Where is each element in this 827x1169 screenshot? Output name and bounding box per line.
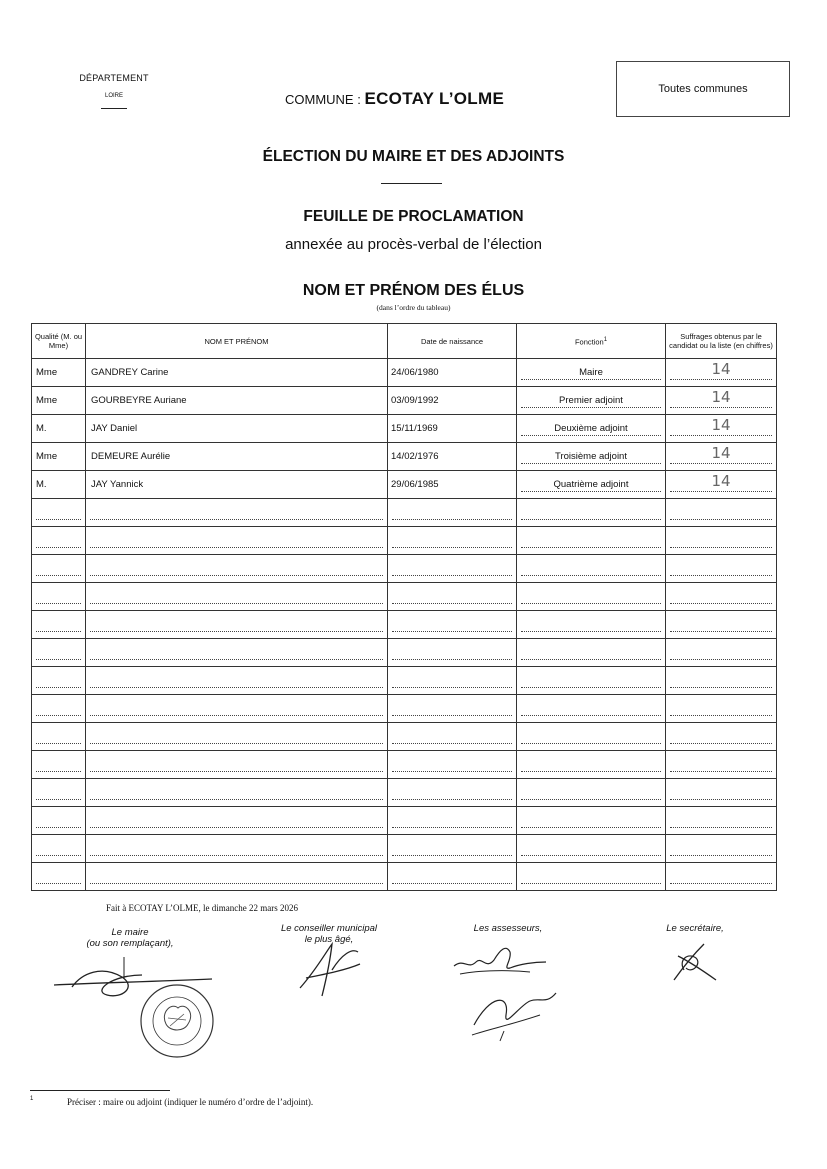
dotted-line xyxy=(670,799,772,800)
cell-nom-value: GANDREY Carine xyxy=(91,367,169,378)
dotted-line xyxy=(670,827,772,828)
cell-qualite xyxy=(32,863,86,891)
table-row xyxy=(32,611,777,639)
cell-date xyxy=(388,667,517,695)
dotted-line xyxy=(521,463,661,464)
dotted-line xyxy=(36,827,81,828)
cell-qualite xyxy=(32,807,86,835)
cell-fonction xyxy=(517,415,666,443)
cell-nom xyxy=(86,863,388,891)
dotted-line xyxy=(90,603,383,604)
cell-suffrages-value: 14 xyxy=(711,415,731,434)
dotted-line xyxy=(90,575,383,576)
dotted-line xyxy=(670,659,772,660)
main-title: ÉLECTION DU MAIRE ET DES ADJOINTS xyxy=(262,148,565,165)
cell-fonction-value: Premier adjoint xyxy=(559,395,623,406)
table-row xyxy=(32,443,777,471)
dotted-line xyxy=(392,743,512,744)
title-divider xyxy=(381,183,442,184)
cell-suffrages xyxy=(666,779,777,807)
cell-suffrages xyxy=(666,667,777,695)
cell-nom xyxy=(86,807,388,835)
cell-suffrages xyxy=(666,471,777,499)
header-fonction-label: Fonction xyxy=(574,337,604,347)
dotted-line xyxy=(392,715,512,716)
dotted-line xyxy=(392,631,512,632)
cell-fonction xyxy=(517,807,666,835)
dotted-line xyxy=(670,687,772,688)
dotted-line xyxy=(521,547,661,548)
dotted-line xyxy=(670,743,772,744)
assesseur-signature-2 xyxy=(470,985,560,1045)
cell-qualite xyxy=(32,499,86,527)
cell-qualite xyxy=(32,443,86,471)
cell-fonction xyxy=(517,555,666,583)
cell-nom xyxy=(86,751,388,779)
cell-nom xyxy=(86,667,388,695)
cell-fonction xyxy=(517,583,666,611)
cell-qualite xyxy=(32,835,86,863)
cell-qualite xyxy=(32,471,86,499)
cell-fonction-value: Maire xyxy=(579,367,603,378)
sheet-title: FEUILLE DE PROCLAMATION xyxy=(303,208,524,225)
dotted-line xyxy=(670,519,772,520)
dotted-line xyxy=(670,435,772,436)
cell-suffrages xyxy=(666,499,777,527)
cell-fonction xyxy=(517,359,666,387)
cell-date xyxy=(388,471,517,499)
assesseur-signature-1 xyxy=(450,940,550,980)
table-row xyxy=(32,751,777,779)
cell-suffrages xyxy=(666,359,777,387)
cell-date xyxy=(388,835,517,863)
cell-date xyxy=(388,555,517,583)
cell-nom-value: GOURBEYRE Auriane xyxy=(91,395,187,406)
table-row xyxy=(32,695,777,723)
dotted-line xyxy=(392,883,512,884)
communes-box xyxy=(616,61,790,117)
cell-fonction xyxy=(517,863,666,891)
table-row xyxy=(32,835,777,863)
dotted-line xyxy=(670,547,772,548)
dotted-line xyxy=(521,883,661,884)
cell-qualite-value: M. xyxy=(36,423,47,434)
dotted-line xyxy=(670,883,772,884)
cell-date xyxy=(388,751,517,779)
dotted-line xyxy=(392,771,512,772)
dotted-line xyxy=(90,659,383,660)
cell-date-value: 24/06/1980 xyxy=(391,367,439,378)
cell-fonction-value: Quatrième adjoint xyxy=(553,479,629,490)
dotted-line xyxy=(36,631,81,632)
dotted-line xyxy=(90,799,383,800)
cell-suffrages xyxy=(666,723,777,751)
header-date: Date de naissance xyxy=(388,324,517,359)
dotted-line xyxy=(670,603,772,604)
annex-subtitle: annexée au procès-verbal de l’élection xyxy=(285,236,542,253)
dotted-line xyxy=(521,715,661,716)
table-row xyxy=(32,639,777,667)
table-row xyxy=(32,555,777,583)
cell-nom xyxy=(86,499,388,527)
dotted-line xyxy=(670,379,772,380)
cell-fonction xyxy=(517,835,666,863)
dotted-line xyxy=(36,743,81,744)
cell-nom xyxy=(86,583,388,611)
cell-date xyxy=(388,611,517,639)
signature-label-assesseurs: Les assesseurs, xyxy=(473,923,543,934)
dotted-line xyxy=(392,547,512,548)
cell-nom xyxy=(86,471,388,499)
table-row xyxy=(32,667,777,695)
cell-date xyxy=(388,499,517,527)
cell-qualite xyxy=(32,779,86,807)
dotted-line xyxy=(670,575,772,576)
dotted-line xyxy=(521,379,661,380)
dotted-line xyxy=(521,603,661,604)
dotted-line xyxy=(36,771,81,772)
cell-suffrages xyxy=(666,751,777,779)
cell-qualite xyxy=(32,555,86,583)
dotted-line xyxy=(392,659,512,660)
dotted-line xyxy=(90,715,383,716)
table-row xyxy=(32,527,777,555)
cell-date xyxy=(388,359,517,387)
cell-suffrages xyxy=(666,807,777,835)
cell-date xyxy=(388,695,517,723)
dotted-line xyxy=(90,771,383,772)
cell-date xyxy=(388,807,517,835)
dotted-line xyxy=(392,687,512,688)
cell-fonction xyxy=(517,611,666,639)
cell-nom xyxy=(86,695,388,723)
table-row xyxy=(32,807,777,835)
cell-date-value: 29/06/1985 xyxy=(391,479,439,490)
header-qualite: Qualité (M. ou Mme) xyxy=(32,324,86,359)
commune-label: COMMUNE : xyxy=(285,92,361,107)
cell-suffrages xyxy=(666,555,777,583)
signature-label-maire: Le maire (ou son remplaçant), xyxy=(86,927,174,949)
footnote-number: 1 xyxy=(30,1096,34,1102)
dotted-line xyxy=(36,575,81,576)
cell-date xyxy=(388,387,517,415)
cell-fonction-value: Troisième adjoint xyxy=(555,451,627,462)
dotted-line xyxy=(90,827,383,828)
cell-qualite xyxy=(32,527,86,555)
cell-nom xyxy=(86,639,388,667)
commune-heading xyxy=(285,89,504,109)
cell-date xyxy=(388,639,517,667)
footnote-divider xyxy=(30,1090,170,1091)
table-row xyxy=(32,779,777,807)
cell-date xyxy=(388,527,517,555)
table-row xyxy=(32,723,777,751)
footnote-text: Préciser : maire ou adjoint (indiquer le numéro d’ordre de l’adjoint). xyxy=(67,1097,314,1107)
dotted-line xyxy=(392,855,512,856)
place-date-line: Fait à ECOTAY L’OLME, le dimanche 22 mars 2026 xyxy=(106,903,299,913)
dotted-line xyxy=(521,407,661,408)
cell-nom xyxy=(86,443,388,471)
cell-suffrages xyxy=(666,443,777,471)
dotted-line xyxy=(36,519,81,520)
cell-suffrages xyxy=(666,583,777,611)
dotted-line xyxy=(521,687,661,688)
cell-suffrages xyxy=(666,863,777,891)
cell-qualite xyxy=(32,723,86,751)
cell-suffrages-value: 14 xyxy=(711,443,731,462)
dotted-line xyxy=(521,435,661,436)
cell-qualite xyxy=(32,695,86,723)
conseiller-signature xyxy=(296,940,366,1000)
departement-value: LOIRE xyxy=(104,93,123,99)
commune-name: ECOTAY L’OLME xyxy=(364,89,505,108)
cell-fonction-value: Deuxième adjoint xyxy=(554,423,628,434)
dotted-line xyxy=(521,659,661,660)
table-row xyxy=(32,415,777,443)
dotted-line xyxy=(521,827,661,828)
dotted-line xyxy=(90,519,383,520)
dotted-line xyxy=(670,491,772,492)
dotted-line xyxy=(36,799,81,800)
cell-qualite-value: Mme xyxy=(36,451,58,462)
names-title: NOM ET PRÉNOM DES ÉLUS xyxy=(302,282,525,299)
cell-suffrages xyxy=(666,415,777,443)
dotted-line xyxy=(392,603,512,604)
dotted-line xyxy=(36,715,81,716)
cell-qualite xyxy=(32,751,86,779)
table-row xyxy=(32,471,777,499)
cell-nom xyxy=(86,387,388,415)
cell-fonction xyxy=(517,751,666,779)
cell-suffrages xyxy=(666,835,777,863)
secretaire-signature xyxy=(670,940,720,982)
cell-date xyxy=(388,415,517,443)
dotted-line xyxy=(521,519,661,520)
cell-date xyxy=(388,779,517,807)
table-row xyxy=(32,499,777,527)
cell-suffrages xyxy=(666,387,777,415)
cell-date-value: 15/11/1969 xyxy=(391,423,438,434)
dotted-line xyxy=(36,547,81,548)
dotted-line xyxy=(90,855,383,856)
dotted-line xyxy=(392,799,512,800)
table-row xyxy=(32,863,777,891)
dotted-line xyxy=(521,855,661,856)
dotted-line xyxy=(521,491,661,492)
cell-date-value: 03/09/1992 xyxy=(391,395,439,406)
cell-nom-value: DEMEURE Aurélie xyxy=(91,451,171,462)
table-row xyxy=(32,359,777,387)
dotted-line xyxy=(521,575,661,576)
dotted-line xyxy=(90,631,383,632)
cell-fonction xyxy=(517,723,666,751)
order-note: (dans l’ordre du tableau) xyxy=(376,303,451,312)
dotted-line xyxy=(670,715,772,716)
cell-fonction xyxy=(517,443,666,471)
header-nom: NOM ET PRÉNOM xyxy=(86,324,388,359)
cell-suffrages xyxy=(666,695,777,723)
cell-date xyxy=(388,863,517,891)
signature-label-secretaire: Le secrétaire, xyxy=(666,923,724,934)
cell-fonction xyxy=(517,499,666,527)
dotted-line xyxy=(670,407,772,408)
dotted-line xyxy=(90,547,383,548)
dotted-line xyxy=(521,631,661,632)
cell-nom xyxy=(86,527,388,555)
dotted-line xyxy=(521,799,661,800)
cell-nom xyxy=(86,779,388,807)
dotted-line xyxy=(670,771,772,772)
cell-suffrages xyxy=(666,527,777,555)
cell-nom xyxy=(86,611,388,639)
cell-fonction xyxy=(517,471,666,499)
dotted-line xyxy=(521,771,661,772)
cell-qualite xyxy=(32,667,86,695)
cell-fonction xyxy=(517,387,666,415)
cell-qualite xyxy=(32,387,86,415)
cell-suffrages-value: 14 xyxy=(711,387,731,406)
cell-suffrages xyxy=(666,611,777,639)
cell-fonction xyxy=(517,527,666,555)
cell-qualite xyxy=(32,359,86,387)
communes-box-text: Toutes communes xyxy=(658,83,748,95)
cell-suffrages-value: 14 xyxy=(711,359,731,378)
cell-nom xyxy=(86,359,388,387)
departement-divider xyxy=(101,108,127,109)
footnote-ref: 1 xyxy=(603,336,608,343)
cell-qualite-value: Mme xyxy=(36,367,58,378)
dotted-line xyxy=(392,827,512,828)
dotted-line xyxy=(521,743,661,744)
cell-suffrages xyxy=(666,639,777,667)
table-row xyxy=(32,583,777,611)
cell-qualite xyxy=(32,611,86,639)
dotted-line xyxy=(90,883,383,884)
dotted-line xyxy=(392,575,512,576)
table-row xyxy=(32,387,777,415)
cell-nom xyxy=(86,835,388,863)
header-fonction xyxy=(517,324,666,359)
cell-nom xyxy=(86,555,388,583)
cell-qualite xyxy=(32,583,86,611)
dotted-line xyxy=(670,463,772,464)
cell-date xyxy=(388,443,517,471)
departement-label: DÉPARTEMENT xyxy=(79,73,149,83)
cell-qualite xyxy=(32,639,86,667)
cell-date-value: 14/02/1976 xyxy=(391,451,439,462)
dotted-line xyxy=(670,631,772,632)
cell-qualite-value: M. xyxy=(36,479,47,490)
cell-nom-value: JAY Daniel xyxy=(91,423,138,434)
cell-date xyxy=(388,723,517,751)
dotted-line xyxy=(90,743,383,744)
dotted-line xyxy=(670,855,772,856)
cell-fonction xyxy=(517,695,666,723)
cell-qualite-value: Mme xyxy=(36,395,58,406)
cell-qualite xyxy=(32,415,86,443)
dotted-line xyxy=(36,603,81,604)
dotted-line xyxy=(36,855,81,856)
cell-nom-value: JAY Yannick xyxy=(91,479,144,490)
dotted-line xyxy=(90,687,383,688)
signature-label-conseiller: Le conseiller municipal le plus âgé, xyxy=(280,923,378,945)
cell-nom xyxy=(86,723,388,751)
cell-nom xyxy=(86,415,388,443)
cell-date xyxy=(388,583,517,611)
header-suffrages: Suffrages obtenus par le candidat ou la liste (en chiffres) xyxy=(666,324,777,359)
table-header-row xyxy=(32,324,777,359)
dotted-line xyxy=(392,519,512,520)
cell-fonction xyxy=(517,639,666,667)
cell-suffrages-value: 14 xyxy=(711,471,731,490)
elected-table xyxy=(31,323,777,891)
dotted-line xyxy=(36,687,81,688)
mairie-seal xyxy=(138,982,216,1060)
cell-fonction xyxy=(517,779,666,807)
dotted-line xyxy=(36,883,81,884)
cell-fonction xyxy=(517,667,666,695)
dotted-line xyxy=(36,659,81,660)
